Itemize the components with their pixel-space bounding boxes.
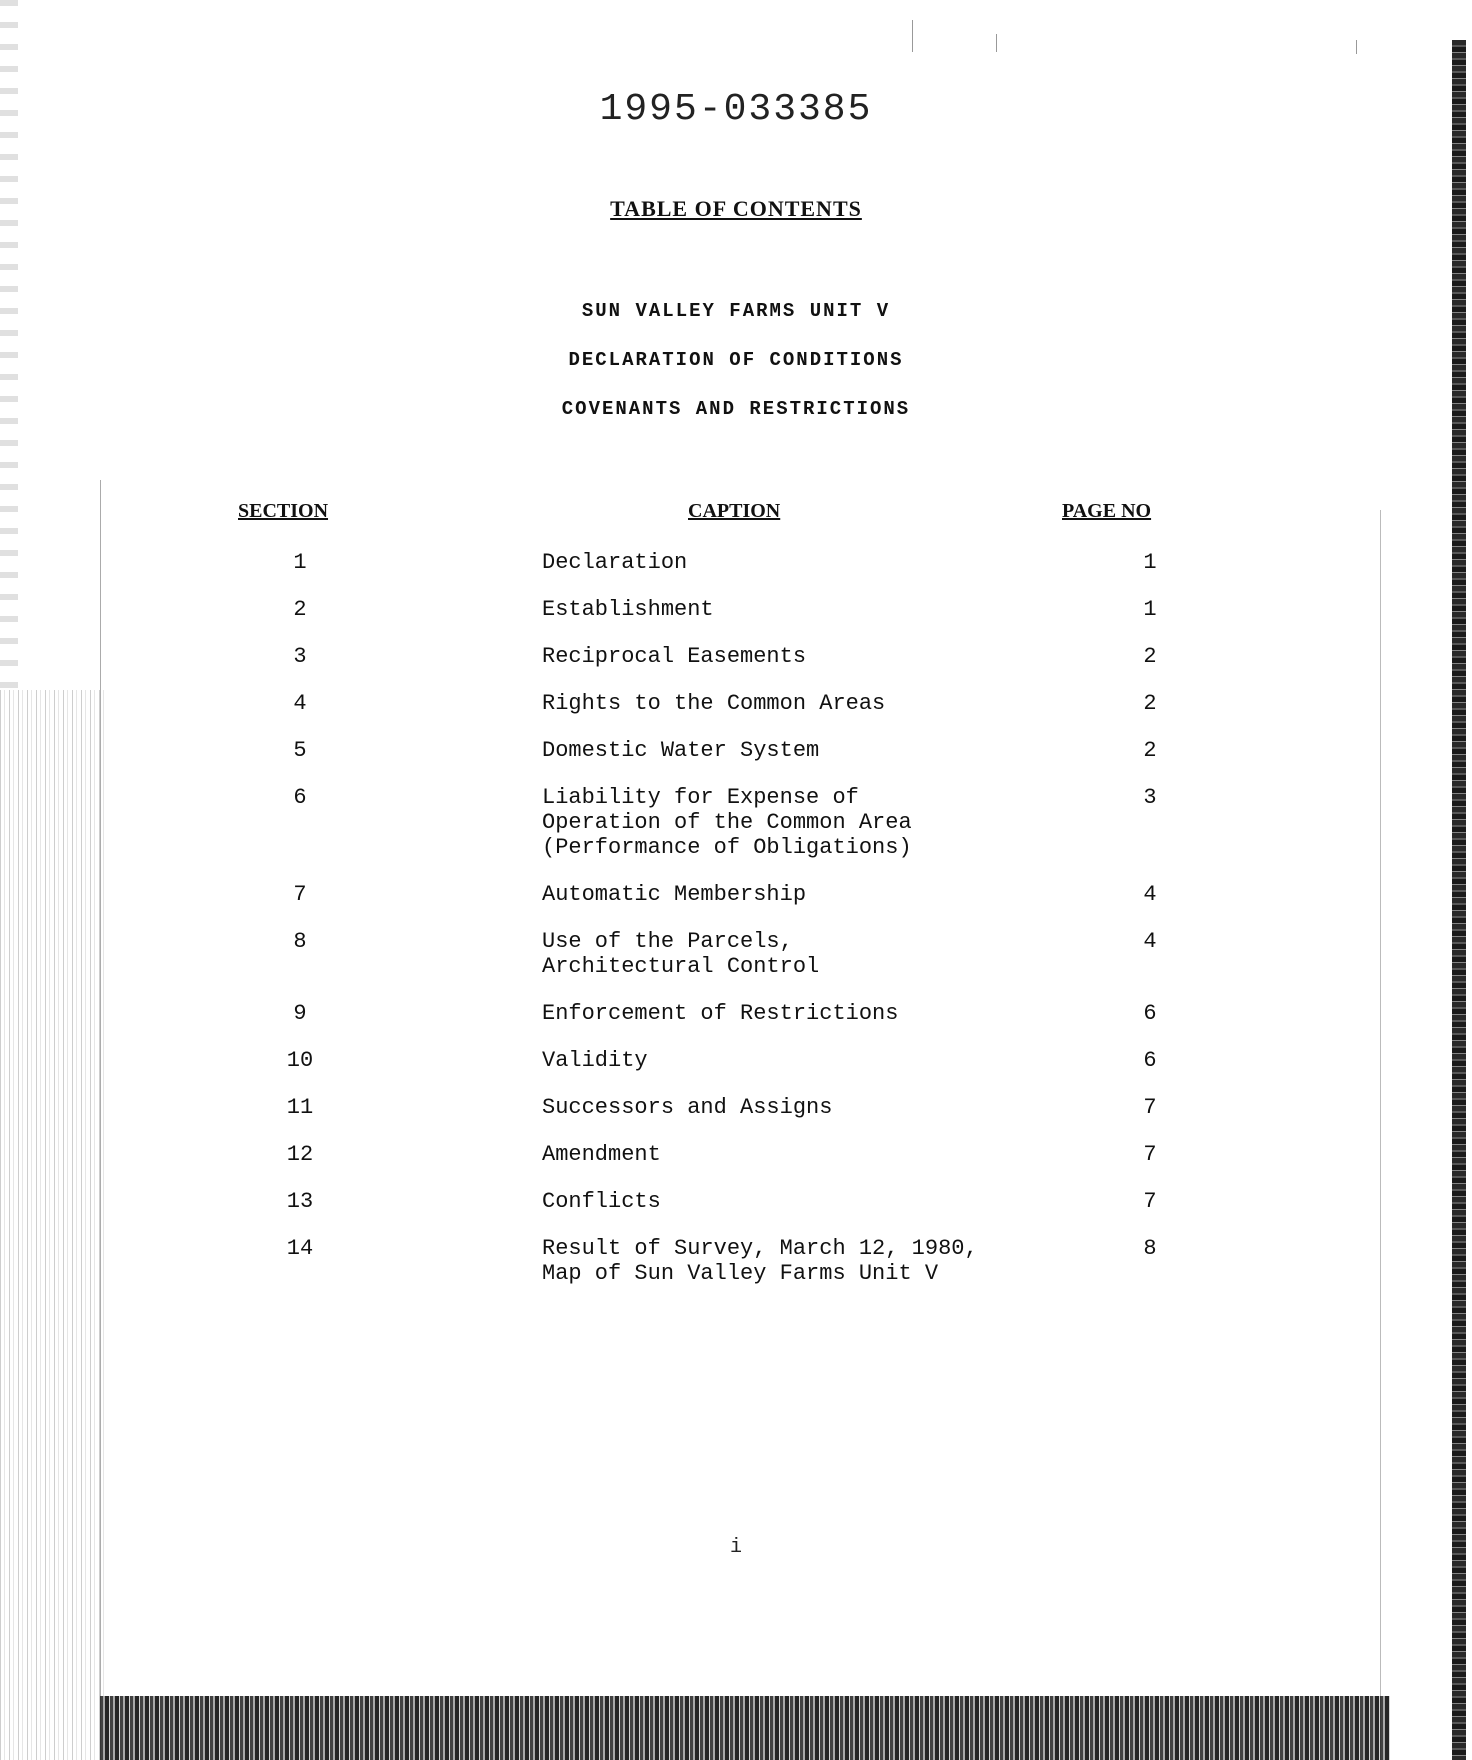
section-caption: Reciprocal Easements bbox=[542, 644, 807, 669]
section-caption: Automatic Membership bbox=[542, 882, 807, 907]
page-number: i bbox=[729, 1536, 742, 1559]
page-reference: 4 bbox=[1143, 882, 1157, 907]
table-row bbox=[0, 691, 1472, 716]
section-number: 13 bbox=[286, 1189, 314, 1214]
document-number: 1995-033385 bbox=[599, 88, 873, 131]
table-row bbox=[0, 785, 1472, 860]
section-number: 4 bbox=[293, 691, 307, 716]
table-row bbox=[0, 1048, 1472, 1073]
section-number: 11 bbox=[286, 1095, 314, 1120]
table-row bbox=[0, 1236, 1472, 1286]
heading-subdivision: SUN VALLEY FARMS UNIT V bbox=[581, 300, 891, 322]
page-reference: 3 bbox=[1143, 785, 1157, 810]
section-number: 3 bbox=[293, 644, 307, 669]
scan-noise-bottom bbox=[100, 1696, 1390, 1760]
section-number: 12 bbox=[286, 1142, 314, 1167]
section-caption: Use of the Parcels, Architectural Control bbox=[542, 929, 820, 979]
page-reference: 2 bbox=[1143, 738, 1157, 763]
section-number: 8 bbox=[293, 929, 307, 954]
section-caption: Validity bbox=[542, 1048, 648, 1073]
page-reference: 2 bbox=[1143, 691, 1157, 716]
table-row bbox=[0, 1189, 1472, 1214]
page-reference: 1 bbox=[1143, 597, 1157, 622]
page-reference: 8 bbox=[1143, 1236, 1157, 1261]
section-number: 9 bbox=[293, 1001, 307, 1026]
table-row bbox=[0, 882, 1472, 907]
section-caption: Conflicts bbox=[542, 1189, 661, 1214]
page-reference: 7 bbox=[1143, 1189, 1157, 1214]
column-header-page: PAGE NO bbox=[1062, 500, 1152, 522]
section-caption: Establishment bbox=[542, 597, 714, 622]
column-header-caption: CAPTION bbox=[688, 500, 781, 522]
page-title: TABLE OF CONTENTS bbox=[610, 196, 862, 221]
scan-tick bbox=[996, 34, 997, 52]
table-row bbox=[0, 597, 1472, 622]
page-reference: 7 bbox=[1143, 1095, 1157, 1120]
scan-tick bbox=[1356, 40, 1357, 54]
table-row bbox=[0, 644, 1472, 669]
section-caption: Liability for Expense of Operation of the Common Area (Performance of Obligations) bbox=[542, 785, 912, 860]
table-row bbox=[0, 550, 1472, 575]
page-reference: 1 bbox=[1143, 550, 1157, 575]
section-caption: Successors and Assigns bbox=[542, 1095, 833, 1120]
section-number: 2 bbox=[293, 597, 307, 622]
section-number: 10 bbox=[286, 1048, 314, 1073]
section-caption: Rights to the Common Areas bbox=[542, 691, 886, 716]
section-caption: Declaration bbox=[542, 550, 688, 575]
section-number: 1 bbox=[293, 550, 307, 575]
page-reference: 6 bbox=[1143, 1001, 1157, 1026]
toc-table bbox=[0, 550, 1472, 1308]
section-caption: Amendment bbox=[542, 1142, 661, 1167]
heading-declaration: DECLARATION OF CONDITIONS bbox=[568, 349, 904, 371]
page-reference: 2 bbox=[1143, 644, 1157, 669]
section-number: 14 bbox=[286, 1236, 314, 1261]
table-row bbox=[0, 1095, 1472, 1120]
table-row bbox=[0, 1001, 1472, 1026]
page-reference: 7 bbox=[1143, 1142, 1157, 1167]
section-caption: Enforcement of Restrictions bbox=[542, 1001, 899, 1026]
table-row bbox=[0, 929, 1472, 979]
scan-tick bbox=[912, 20, 913, 52]
table-row bbox=[0, 1142, 1472, 1167]
column-header-section: SECTION bbox=[238, 500, 329, 522]
section-number: 7 bbox=[293, 882, 307, 907]
section-caption: Result of Survey, March 12, 1980, Map of Sun Valley Farms Unit V bbox=[542, 1236, 978, 1286]
section-number: 5 bbox=[293, 738, 307, 763]
table-row bbox=[0, 738, 1472, 763]
page-reference: 6 bbox=[1143, 1048, 1157, 1073]
page-reference: 4 bbox=[1143, 929, 1157, 954]
section-number: 6 bbox=[293, 785, 307, 810]
section-caption: Domestic Water System bbox=[542, 738, 820, 763]
heading-covenants: COVENANTS AND RESTRICTIONS bbox=[561, 398, 911, 420]
